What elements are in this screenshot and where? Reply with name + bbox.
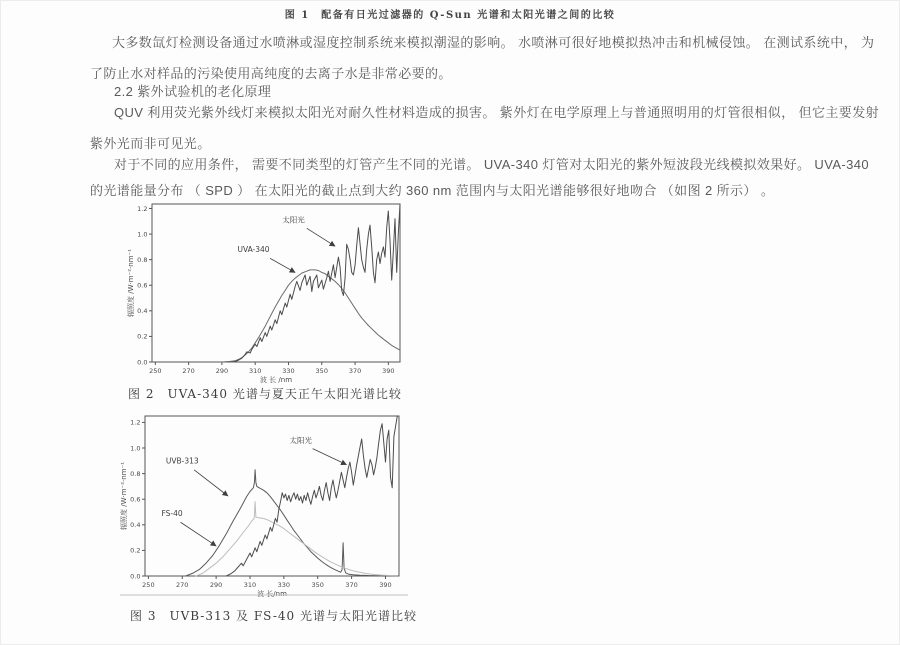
x-tick-label: 390 bbox=[379, 581, 392, 589]
x-tick-label: 290 bbox=[209, 581, 223, 589]
y-tick-label: 0.4 bbox=[137, 307, 148, 316]
y-tick-label: 0.6 bbox=[137, 281, 148, 290]
y-tick-label: 1.2 bbox=[137, 204, 148, 213]
y-tick-label: 1.0 bbox=[137, 230, 148, 239]
x-tick-label: 330 bbox=[277, 581, 291, 589]
x-tick-label: 330 bbox=[282, 367, 295, 375]
plot-box bbox=[145, 416, 399, 576]
annotation-arrow bbox=[307, 228, 335, 246]
figure1-caption: 图 1 配备有日光过滤器的 Q-Sun 光谱和太阳光谱之间的比较 bbox=[284, 10, 616, 21]
y-axis-label: 辐照度 /W·m⁻²·nm⁻¹ bbox=[127, 248, 135, 318]
annotation-arrow bbox=[181, 522, 217, 546]
x-axis-label: 波 长 /nm bbox=[259, 376, 293, 384]
x-tick-label: 250 bbox=[149, 367, 162, 375]
paragraph2-line1: QUV 利用荧光紫外线灯来模拟太阳光对耐久性材料造成的损害。 紫外灯在电学原理上与普通照明用的灯管很相似， 但它主要发射 bbox=[114, 105, 880, 120]
paragraph3-line2: 的光谱能量分布 （ SPD ） 在太阳光的截止点到大约 360 nm 范围内与太阳光谱能够很好地吻合 （如图 2 所示） 。 bbox=[90, 183, 775, 198]
x-tick-label: 250 bbox=[142, 581, 155, 589]
x-tick-label: 350 bbox=[311, 581, 324, 589]
annotation-arrow bbox=[313, 449, 347, 465]
y-tick-label: 0.6 bbox=[130, 495, 141, 504]
paragraph1-line2: 了防止水对样品的污染使用高纯度的去离子水是非常必要的。 bbox=[90, 66, 452, 81]
y-tick-label: 1.0 bbox=[130, 444, 141, 453]
annotation-label: 太阳光 bbox=[289, 435, 313, 445]
y-tick-label: 0.0 bbox=[137, 358, 148, 367]
annotation-arrow bbox=[194, 470, 228, 496]
annotation-label: UVB-313 bbox=[165, 456, 199, 466]
series-line-UVB-313 bbox=[186, 470, 398, 576]
annotation-label: 太阳光 bbox=[282, 215, 305, 225]
x-tick-label: 270 bbox=[176, 581, 189, 589]
y-tick-label: 0.4 bbox=[130, 521, 141, 530]
series-line-FS-40 bbox=[196, 502, 397, 576]
y-tick-label: 0.8 bbox=[130, 469, 141, 478]
paragraph2-line2: 紫外光而非可见光。 bbox=[90, 136, 211, 151]
y-tick-label: 1.2 bbox=[130, 418, 141, 427]
y-tick-label: 0.8 bbox=[137, 255, 148, 264]
y-tick-label: 0.2 bbox=[130, 546, 141, 555]
x-tick-label: 270 bbox=[182, 367, 195, 375]
x-tick-label: 390 bbox=[382, 367, 395, 375]
figure2-spectrum-chart bbox=[124, 197, 414, 383]
x-tick-label: 310 bbox=[248, 367, 262, 375]
y-tick-label: 0.2 bbox=[137, 332, 148, 341]
figure2-caption: 图 2 UVA-340 光谱与夏天正午太阳光谱比较 bbox=[128, 387, 402, 401]
annotation-label: FS-40 bbox=[161, 508, 183, 518]
annotation-label: UVA-340 bbox=[237, 244, 270, 254]
figure3-spectrum-chart bbox=[116, 409, 412, 605]
figure3-caption: 图 3 UVB-313 及 FS-40 光谱与太阳光谱比较 bbox=[130, 609, 417, 623]
x-tick-label: 370 bbox=[348, 367, 362, 375]
paragraph3-line1: 对于不同的应用条件， 需要不同类型的灯管产生不同的光谱。 UVA-340 灯管对太阳光的紫外短波段光线模拟效果好。 UVA-340 bbox=[114, 157, 870, 172]
x-tick-label: 310 bbox=[243, 581, 257, 589]
plot-box bbox=[152, 204, 400, 362]
x-tick-label: 370 bbox=[345, 581, 358, 589]
paragraph1-line1: 大多数氙灯检测设备通过水喷淋或湿度控制系统来模拟潮湿的影响。 水喷淋可很好地模拟热冲击和机械侵蚀。 在测试系统中， 为 bbox=[112, 35, 875, 50]
x-tick-label: 350 bbox=[315, 367, 328, 375]
section-heading-2-2: 2.2 紫外试验机的老化原理 bbox=[114, 84, 272, 99]
y-axis-label: 辐照度 /W·m⁻²·nm⁻¹ bbox=[120, 461, 128, 531]
annotation-arrow bbox=[270, 258, 295, 272]
y-tick-label: 0.0 bbox=[130, 572, 141, 581]
x-tick-label: 290 bbox=[215, 367, 229, 375]
x-axis-label: 波 长/nm bbox=[257, 590, 287, 598]
